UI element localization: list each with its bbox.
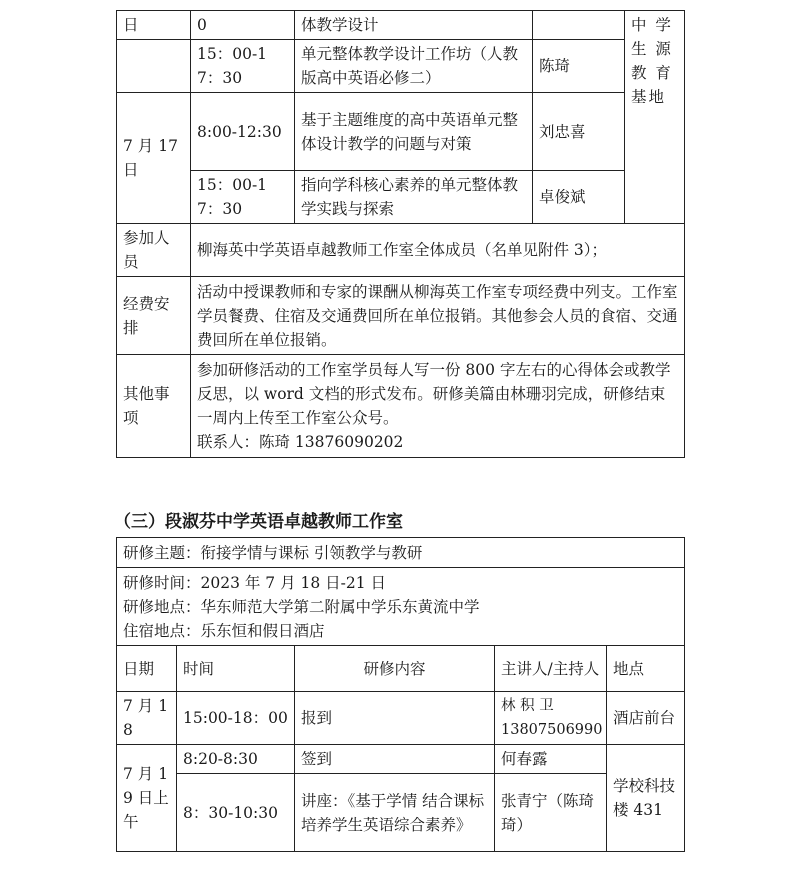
- other-label: 其他事项: [117, 355, 191, 458]
- date-cell: 日: [117, 11, 191, 40]
- place-cell: 学校科技楼 431: [607, 745, 685, 852]
- section-title: （三）段淑芬中学英语卓越教师工作室: [114, 512, 403, 532]
- time-cell: 15：00-17：30: [191, 171, 295, 224]
- place-cell: 中 学生 源教 育基地: [625, 11, 685, 224]
- date-cell-empty: [117, 40, 191, 93]
- time-cell: 8:00-12:30: [191, 93, 295, 171]
- host-cell: 刘忠喜: [533, 93, 625, 171]
- content-cell: 讲座：《基于学情 结合课标培养学生英语综合素养》: [295, 774, 495, 852]
- fees-label: 经费安排: [117, 277, 191, 355]
- content-cell: 指向学科核心素养的单元整体教学实践与探索: [295, 171, 533, 224]
- content-cell: 单元整体教学设计工作坊（人教版高中英语必修二）: [295, 40, 533, 93]
- contact-text: 联系人：陈琦 13876090202: [197, 433, 404, 451]
- header-time: 时间: [177, 646, 295, 692]
- schedule-table-1: [116, 10, 685, 458]
- time-cell: 15:00-18：00: [177, 692, 295, 745]
- fees-text: 活动中授课教师和专家的课酬从柳海英工作室专项经费中列支。工作室学员餐费、住宿及交通费回所在单位报销。其他参会人员的食宿、交通费回所在单位报销。: [191, 277, 685, 355]
- location-info: 研修地点：华东师范大学第二附属中学乐东黄流中学: [123, 597, 480, 616]
- info-cell: [117, 568, 685, 646]
- header-host: 主讲人/主持人: [495, 646, 607, 692]
- host-cell: [533, 11, 625, 40]
- time-cell: 0: [191, 11, 295, 40]
- content-cell: 签到: [295, 745, 495, 774]
- place-cell: 酒店前台: [607, 692, 685, 745]
- other-text-cell: [191, 355, 685, 458]
- header-place: 地点: [607, 646, 685, 692]
- other-text: 参加研修活动的工作室学员每人写一份 800 字左右的心得体会或教学反思，以 word 文档的形式发布。研修美篇由林珊羽完成，研修结束一周内上传至工作室公众号。: [197, 361, 671, 427]
- date-cell: 7 月 18: [117, 692, 177, 745]
- date-cell: 7 月 17 日: [117, 93, 191, 224]
- host-cell: 张青宁（陈琦琦）: [495, 774, 607, 852]
- time-cell: 8：30-10:30: [177, 774, 295, 852]
- schedule-table-2: [116, 537, 685, 852]
- header-date: 日期: [117, 646, 177, 692]
- content-cell: 基于主题维度的高中英语单元整体设计教学的问题与对策: [295, 93, 533, 171]
- theme-text: 研修主题：衔接学情与课标 引领教学与教研: [117, 538, 685, 568]
- content-cell: 报到: [295, 692, 495, 745]
- content-cell: 体教学设计: [295, 11, 533, 40]
- host-name: 林 积 卫: [501, 698, 554, 714]
- time-cell: 8:20-8:30: [177, 745, 295, 774]
- participants-text: 柳海英中学英语卓越教师工作室全体成员（名单见附件 3）；: [191, 224, 685, 277]
- host-cell: 何春露: [495, 745, 607, 774]
- host-phone: 13807506990: [501, 722, 603, 738]
- date-cell: 7 月 19 日上午: [117, 745, 177, 852]
- lodging-info: 住宿地点：乐东恒和假日酒店: [123, 621, 325, 640]
- host-cell: [495, 692, 607, 745]
- header-content: 研修内容: [295, 646, 495, 692]
- time-cell: 15：00-17：30: [191, 40, 295, 93]
- participants-label: 参加人员: [117, 224, 191, 277]
- time-info: 研修时间：2023 年 7 月 18 日-21 日: [123, 573, 387, 592]
- host-cell: 卓俊斌: [533, 171, 625, 224]
- host-cell: 陈琦: [533, 40, 625, 93]
